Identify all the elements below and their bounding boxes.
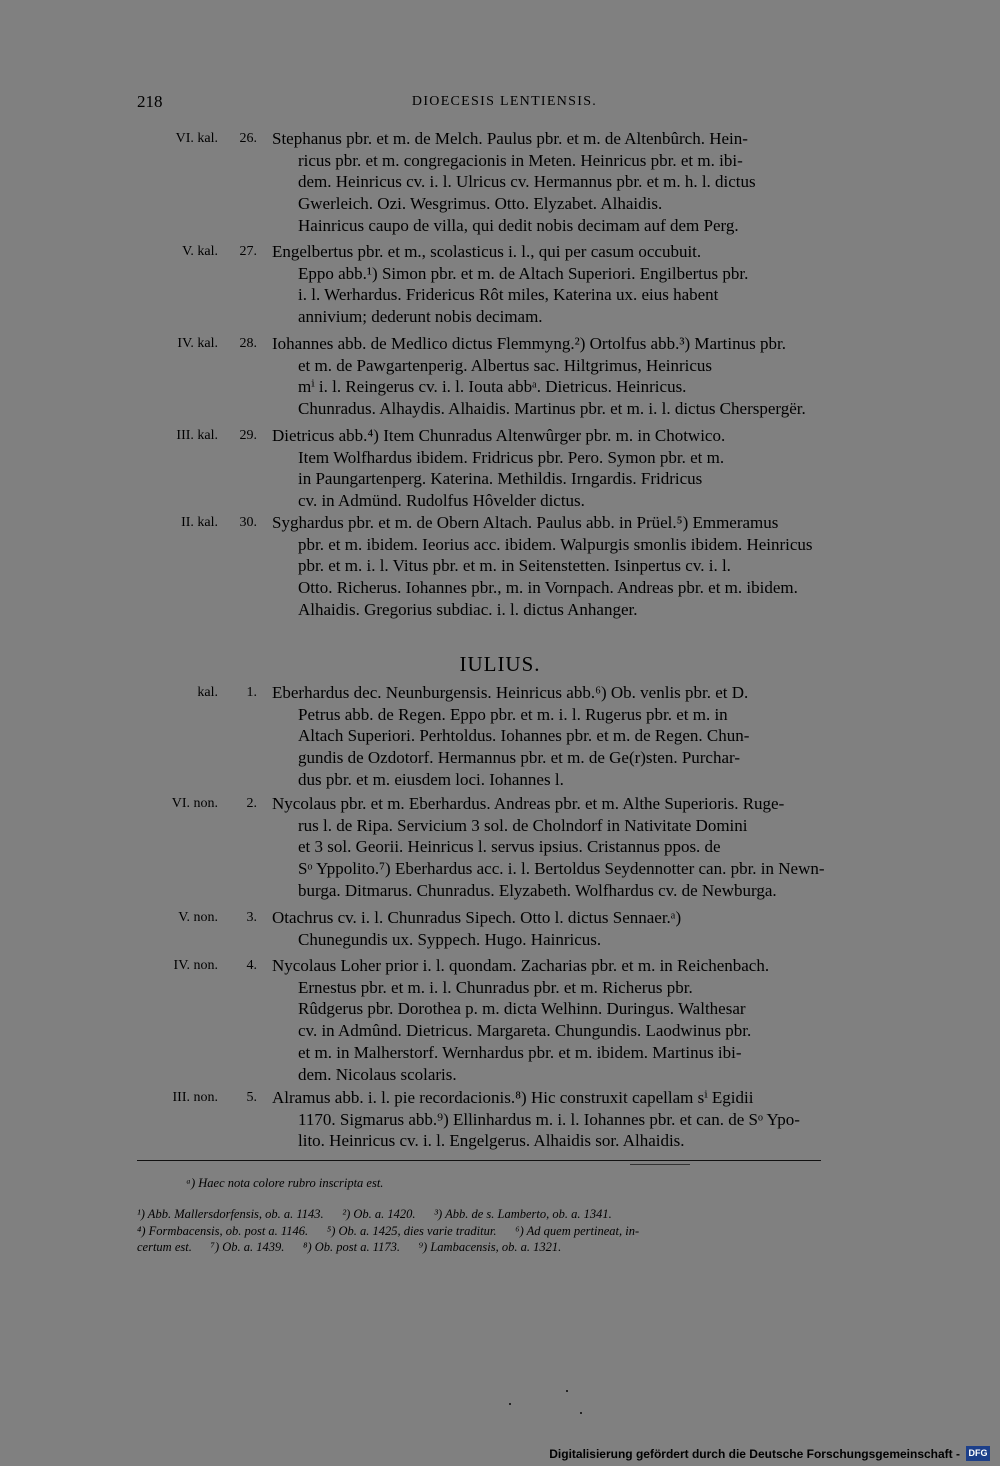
entry-line: Eppo abb.¹) Simon pbr. et m. de Altach Superiori. Engilbertus pbr. (298, 263, 749, 283)
entry-line: Syghardus pbr. et m. de Obern Altach. Paulus abb. in Prüel.⁵) Emmeramus (272, 513, 779, 532)
entry-line: Petrus abb. de Regen. Eppo pbr. et m. i. l. Rugerus pbr. et m. in (298, 704, 728, 724)
entry-line: dem. Nicolaus scolaris. (298, 1064, 457, 1084)
entry-line: Alramus abb. i. l. pie recordacionis.⁸) Hic construxit capellam sⁱ Egidii (272, 1088, 754, 1107)
entry-line: Otachrus cv. i. l. Chunradus Sipech. Otto l. dictus Sennaer.ᵃ) (272, 908, 682, 927)
entry-number: 26. (239, 131, 257, 146)
entry-line: Hainricus caupo de villa, qui dedit nobis decimam auf dem Perg. (298, 215, 739, 235)
entry-number: 27. (239, 244, 257, 259)
entry-day: IV. non. (173, 958, 218, 973)
entry-line: Altach Superiori. Perhtoldus. Iohannes pbr. et m. de Regen. Chun- (298, 726, 750, 746)
dfg-bar (0, 1444, 1000, 1466)
entry-line: Stephanus pbr. et m. de Melch. Paulus pbr. et m. de Altenbûrch. Hein- (272, 129, 748, 148)
entry-line: burga. Ditmarus. Chunradus. Elyzabeth. Wolfhardus cv. de Newburga. (298, 880, 777, 900)
entry-line: Rûdgerus pbr. Dorothea p. m. dicta Welhinn. Duringus. Walthesar (298, 999, 746, 1019)
entry-line: Engelbertus pbr. et m., scolasticus i. l., qui per casum occubuit. (272, 242, 702, 261)
entry-line: rus l. de Ripa. Servicium 3 sol. de Cholndorf in Nativitate Domini (298, 815, 748, 835)
entry-day: V. kal. (182, 244, 218, 259)
entry-line: Iohannes abb. de Medlico dictus Flemmyng.²) Ortolfus abb.³) Martinus pbr. (272, 334, 786, 353)
running-title: DIOECESIS LENTIENSIS. (411, 94, 598, 109)
page-header (137, 92, 872, 116)
entry-line: Item Wolfhardus ibidem. Fridricus pbr. Pero. Symon pbr. et m. (298, 447, 725, 467)
entry-day: VI. kal. (175, 131, 218, 146)
entry-day: IV. kal. (177, 336, 218, 351)
entry-day: III. kal. (176, 428, 218, 443)
dfg-notice[interactable]: Digitalisierung gefördert durch die Deutsche Forschungsgemeinschaft - (549, 1447, 960, 1461)
entry-line: dus pbr. et m. eiusdem loci. Iohannes l. (298, 769, 564, 789)
entry-day: II. kal. (181, 515, 218, 530)
entry-line: Chunradus. Alhaydis. Alhaidis. Martinus pbr. et m. i. l. dictus Cherspergër. (298, 399, 806, 419)
footnote-a: ᵃ) Haec nota colore rubro inscripta est. (186, 1176, 384, 1190)
footnote-rule (137, 1160, 821, 1161)
entry-line: 1170. Sigmarus abb.⁹) Ellinhardus m. i. l. Iohannes pbr. et can. de Sᵒ Ypo- (298, 1109, 800, 1129)
entry-line: mⁱ i. l. Reingerus cv. i. l. Iouta abbᵃ. Dietricus. Heinricus. (298, 377, 687, 397)
month-heading: IULIUS. (459, 652, 541, 676)
entry-line: et 3 sol. Georii. Heinricus l. servus ipsius. Cristannus ppos. de (298, 837, 721, 857)
entry-line: dem. Heinricus cv. i. l. Ulricus cv. Hermannus pbr. et m. h. l. dictus (298, 172, 756, 192)
dfg-logo-icon[interactable]: DFG (966, 1446, 990, 1461)
footnote-rule-secondary (630, 1164, 690, 1165)
footnote-line: ¹) Abb. Mallersdorfensis, ob. a. 1143. ²) Ob. a. 1420. ³) Abb. de s. Lamberto, ob. a. 1341. (137, 1207, 612, 1221)
entry-number: 5. (246, 1090, 257, 1105)
entry-number: 1. (246, 685, 257, 700)
entry-line: in Paungartenperg. Katerina. Methildis. Irngardis. Fridricus (298, 469, 703, 489)
entry-line: Nycolaus Loher prior i. l. quondam. Zacharias pbr. et m. in Reichenbach. (272, 956, 770, 975)
entry-line: Otto. Richerus. Iohannes pbr., m. in Vornpach. Andreas pbr. et m. ibidem. (298, 578, 798, 598)
entry-day: kal. (197, 685, 218, 700)
entry-line: lito. Heinricus cv. i. l. Engelgerus. Alhaidis sor. Alhaidis. (298, 1131, 685, 1151)
entry-line: Alhaidis. Gregorius subdiac. i. l. dictus Anhanger. (298, 599, 638, 619)
entry-line: cv. in Admünd. Rudolfus Hôvelder dictus. (298, 491, 585, 511)
entry-line: cv. in Admûnd. Dietricus. Margareta. Chungundis. Laodwinus pbr. (298, 1021, 752, 1041)
entry-line: Chunegundis ux. Syppech. Hugo. Hainricus. (298, 929, 602, 949)
entry-day: III. non. (172, 1090, 218, 1105)
entry-line: i. l. Werhardus. Fridericus Rôt miles, Katerina ux. eius habent (298, 285, 719, 305)
entry-line: pbr. et m. ibidem. Ieorius acc. ibidem. Walpurgis smonlis ibidem. Heinricus (298, 534, 813, 554)
entry-line: gundis de Ozdotorf. Hermannus pbr. et m. de Ge(r)sten. Purchar- (298, 748, 741, 768)
entry-line: annivium; dederunt nobis decimam. (298, 307, 543, 327)
entry-number: 2. (246, 796, 257, 811)
entry-number: 28. (239, 336, 257, 351)
footnote-line: certum est. ⁷) Ob. a. 1439. ⁸) Ob. post a. 1173. ⁹) Lambacensis, ob. a. 1321. (137, 1240, 562, 1254)
footnotes (137, 1206, 865, 1256)
entry-line: Ernestus pbr. et m. i. l. Chunradus pbr. et m. Richerus pbr. (298, 977, 693, 997)
entry-line: et m. de Pawgartenperig. Albertus sac. Hiltgrimus, Heinricus (298, 355, 713, 375)
entry-line: Gwerleich. Ozi. Wesgrimus. Otto. Elyzabet. Alhaidis. (298, 194, 663, 214)
entry-line: Eberhardus dec. Neunburgensis. Heinricus abb.⁶) Ob. venlis pbr. et D. (272, 683, 749, 702)
page-number: 218 (137, 92, 163, 111)
entry-line: Dietricus abb.⁴) Item Chunradus Altenwûrger pbr. m. in Chotwico. (272, 426, 726, 445)
entry-line: Nycolaus pbr. et m. Eberhardus. Andreas pbr. et m. Althe Superioris. Ruge- (272, 794, 785, 813)
entry-line: ricus pbr. et m. congregacionis in Meten. Heinricus pbr. et m. ibi- (298, 150, 743, 170)
entry-number: 30. (239, 515, 257, 530)
footnote-line: ⁴) Formbacensis, ob. post a. 1146. ⁵) Ob. a. 1425, dies varie traditur. ⁶) Ad quem pertineat, in- (137, 1223, 640, 1238)
entry-number: 3. (246, 910, 257, 925)
entry-number: 4. (246, 958, 257, 973)
entry-line: pbr. et m. i. l. Vitus pbr. et m. in Seitenstetten. Isinpertus cv. i. l. (298, 556, 731, 576)
entry-day: VI. non. (171, 796, 218, 811)
entry-day: V. non. (178, 910, 218, 925)
entry-line: et m. in Malherstorf. Wernhardus pbr. et m. ibidem. Martinus ibi- (298, 1042, 742, 1062)
entry-number: 29. (239, 428, 257, 443)
entry-line: Sᵒ Yppolito.⁷) Eberhardus acc. i. l. Bertoldus Seydennotter can. pbr. in Newn- (298, 859, 825, 879)
